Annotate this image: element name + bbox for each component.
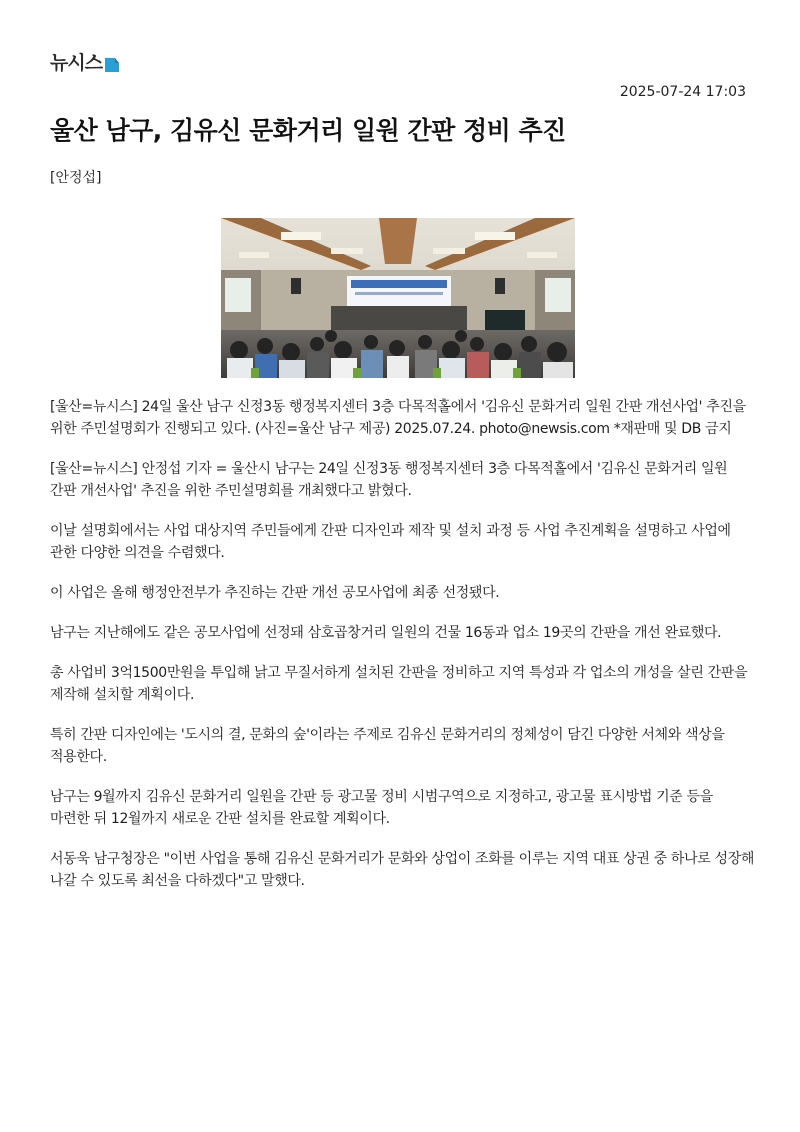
article-paragraph: 이 사업은 올해 행정안전부가 추진하는 간판 개선 공모사업에 최종 선정됐다. [50, 585, 500, 601]
newsis-logo-mark-icon [105, 56, 119, 72]
article-body [50, 396, 755, 910]
article-paragraph: 서동욱 남구청장은 "이번 사업을 통해 김유신 문화거리가 문화와 상업이 조화를 이루는 지역 대표 상권 중 하나로 성장해 나갈 수 있도록 최선을 다하겠다"고 말했다. [50, 851, 755, 889]
logo-text: 뉴시스 [50, 52, 103, 74]
article-paragraph: 남구는 9월까지 김유신 문화거리 일원을 간판 등 광고물 정비 시범구역으로 지정하고, 광고물 표시방법 기준 등을 마련한 뒤 12월까지 새로운 간판 설치를 완료할 계획이다. [50, 789, 713, 827]
article-photo [221, 218, 575, 378]
newsis-logo[interactable] [50, 52, 119, 74]
article-paragraph: 남구는 지난해에도 같은 공모사업에 선정돼 삼호곱창거리 일원의 건물 16동과 업소 19곳의 간판을 개선 완료했다. [50, 625, 722, 641]
article-paragraph: 총 사업비 3억1500만원을 투입해 낡고 무질서하게 설치된 간판을 정비하고 지역 특성과 각 업소의 개성을 살린 간판을 제작해 설치할 계획이다. [50, 665, 748, 703]
article-paragraph: 특히 간판 디자인에는 '도시의 결, 문화의 숲'이라는 주제로 김유신 문화거리의 정체성이 담긴 다양한 서체와 색상을 적용한다. [50, 727, 725, 765]
article-paragraph: 이날 설명회에서는 사업 대상지역 주민들에게 간판 디자인과 제작 및 설치 과정 등 사업 추진계획을 설명하고 사업에 관한 다양한 의견을 수렴했다. [50, 523, 731, 561]
article-paragraph: [울산=뉴시스] 안정섭 기자 = 울산시 남구는 24일 신정3동 행정복지센터 3층 다목적홀에서 '김유신 문화거리 일원 간판 개선사업' 추진을 위한 주민설명회를 개최했다고 밝혔다. [50, 461, 728, 499]
meeting-hall-photo [221, 218, 575, 378]
article-byline: [안정섭] [50, 170, 102, 186]
publish-date: 2025-07-24 17:03 [619, 84, 746, 100]
photo-caption: [울산=뉴시스] 24일 울산 남구 신정3동 행정복지센터 3층 다목적홀에서 '김유신 문화거리 일원 간판 개선사업' 추진을 위한 주민설명회가 진행되고 있다. (사진=울산 남구 제공) 2025.07.24. photo@newsis.com *재판매 및 DB 금지 [50, 399, 746, 437]
article-title: 울산 남구, 김유신 문화거리 일원 간판 정비 추진 [50, 116, 566, 145]
